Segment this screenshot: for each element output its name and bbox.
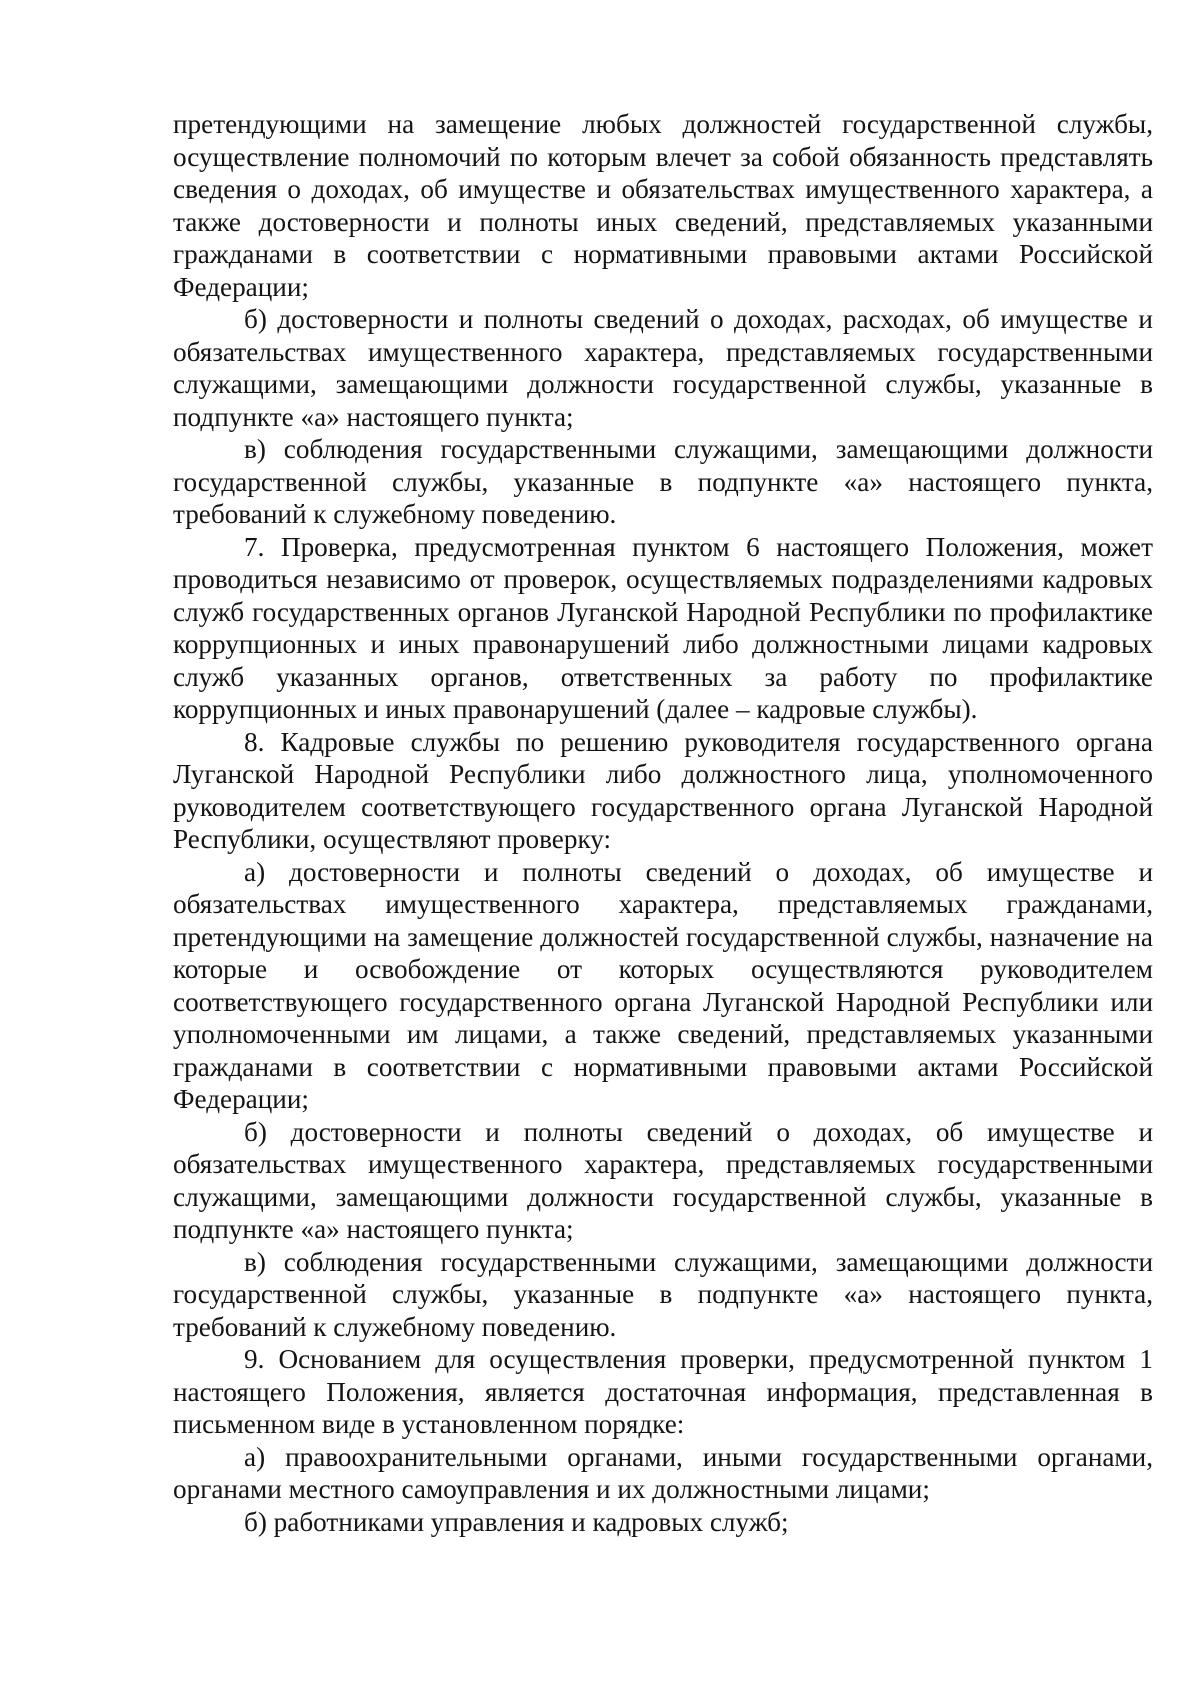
paragraph-8b: б) достоверности и полноты сведений о доходах, об имуществе и обязательствах имущественного характера, представляемых государственными служащими, замещающими должности государственной службы, указанные в подпункте «а» настоящего пункта; [173,1116,1153,1244]
paragraph-6v: в) соблюдения государственными служащими, замещающими должности государственной службы, указанные в подпункте «а» настоящего пункта, требований к служебному поведению. [173,434,1153,529]
paragraph-9a: а) правоохранительными органами, иными государственными органами, органами местного самоуправления и их должностными лицами; [173,1441,1153,1504]
paragraph-8a: а) достоверности и полноты сведений о доходах, об имуществе и обязательствах имущественного характера, представляемых гражданами, претендующими на замещение должностей государственной службы, назначение на которые и освобождение от которых осуществляются руководителем соответствующего государственного органа Луганской Народной Республики или уполномоченными им лицами, а также сведений, представляемых указанными гражданами в соответствии с нормативными правовыми актами Российской Федерации; [173,856,1153,1114]
paragraph-continuation: претендующими на замещение любых должностей государственной службы, осуществление полномочий по которым влечет за собой обязанность представлять сведения о доходах, об имуществе и обязательствах имущественного характера, а также достоверности и полноты иных сведений, представляемых указанными гражданами в соответствии с нормативными правовыми актами Российской Федерации; [173,109,1153,302]
paragraph-8: 8. Кадровые службы по решению руководителя государственного органа Луганской Народной Республики либо должностного лица, уполномоченного руководителем соответствующего государственного органа Луганской Народной Республики, осуществляют проверку: [173,726,1153,854]
paragraph-7: 7. Проверка, предусмотренная пунктом 6 настоящего Положения, может проводиться независимо от проверок, осуществляемых подразделениями кадровых служб государственных органов Луганской Народной Республики по профилактике коррупционных и иных правонарушений либо должностными лицами кадровых служб указанных органов, ответственных за работу по профилактике коррупционных и иных правонарушений (далее – кадровые службы). [173,531,1153,724]
paragraph-9: 9. Основанием для осуществления проверки, предусмотренной пунктом 1 настоящего Положения, является достаточная информация, представленная в письменном виде в установленном порядке: [173,1344,1153,1439]
paragraph-6b: б) достоверности и полноты сведений о доходах, расходах, об имуществе и обязательствах имущественного характера, представляемых государственными служащими, замещающими должности государственной службы, указанные в подпункте «а» настоящего пункта; [173,304,1153,432]
paragraph-9b: б) работниками управления и кадровых служб; [244,1506,789,1537]
document-page [173,108,1153,1538]
paragraph-8v: в) соблюдения государственными служащими, замещающими должности государственной службы, указанные в подпункте «а» настоящего пункта, требований к служебному поведению. [173,1246,1153,1342]
